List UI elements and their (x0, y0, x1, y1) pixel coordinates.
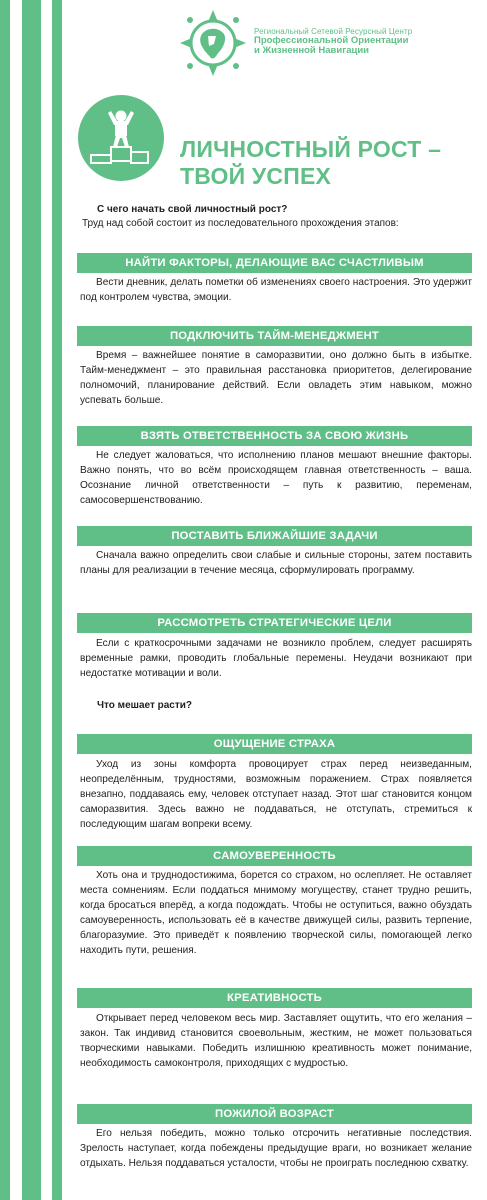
page-title-line2: ТВОЙ УСПЕХ (180, 163, 332, 189)
step-2-text: Время – важнейшее понятие в саморазвитии, оно должно быть в избытке. Тайм-менеджмент – это правильная расстановка приоритетов, делегирование полномочий, планирование действий. Если овладеть этим навыком, можно успевать больше. (80, 350, 472, 406)
decor-stripe-left (0, 0, 10, 1200)
obstacle-4-heading: ПОЖИЛОЙ ВОЗРАСТ (77, 1104, 472, 1124)
organization-name (254, 28, 412, 56)
obstacle-2-text: Хоть она и труднодостижима, борется со страхом, но ослепляет. Не оставляет места сомнениям. Если поддаться мнимому могуществу, станет трудно решить, когда бросаться вперёд, а когда подождать. Чтобы не оступиться, важно обуздать самоуверенность, использовать её в качестве движущей силы, развить терпение, благоразумие. Это приведёт к появлению творческой силы, помогающей легко находить пути, решения. (80, 870, 472, 956)
obstacle-1-heading: ОЩУЩЕНИЕ СТРАХА (77, 734, 472, 754)
step-3-heading: ВЗЯТЬ ОТВЕТСТВЕННОСТЬ ЗА СВОЮ ЖИЗНЬ (77, 426, 472, 446)
step-3-text: Не следует жаловаться, что исполнению планов мешают внешние факторы. Важно понять, что во всём происходящем главная ответственность – ваша. Осознание личной ответственности – путь к развитию, переменам, самосовершенствованию. (80, 450, 472, 506)
organization-name-line3: и Жизненной Навигации (254, 45, 369, 57)
obstacle-1-text: Уход из зоны комфорта провоцирует страх перед неизведанным, неопределённым, трудностями, возможным поражением. Страх появляется внезапно, поддаваясь ему, человек отступает назад. Этот шаг становится концом саморазвития. Здесь важно не поддаваться, не отступать, стремиться к последующим шагам вопреки всему. (80, 759, 472, 830)
step-4-text: Сначала важно определить свои слабые и сильные стороны, затем поставить планы для реализации в течение месяца, сформулировать программу. (80, 550, 472, 576)
step-1-text: Вести дневник, делать пометки об изменениях своего настроения. Это удержит под контролем чувства, эмоции. (80, 277, 472, 303)
decor-stripe-right (52, 0, 62, 1200)
step-1-heading: НАЙТИ ФАКТОРЫ, ДЕЛАЮЩИЕ ВАС СЧАСТЛИВЫМ (77, 253, 472, 273)
step-5-heading: РАССМОТРЕТЬ СТРАТЕГИЧЕСКИЕ ЦЕЛИ (77, 613, 472, 633)
obstacle-3-text: Открывает перед человеком весь мир. Заставляет ощутить, что его желания – закон. Так индивид становится своевольным, жестким, не может пользоваться творческими навыками. Победить излишнюю креативность может понимание, необходимость самоконтроля, приходящих с мудростью. (80, 1013, 472, 1069)
intro-question: С чего начать свой личностный рост? (97, 204, 288, 215)
page-title-line1: ЛИЧНОСТНЫЙ РОСТ – (180, 136, 442, 162)
organization-logo-icon (178, 8, 248, 78)
page-title (180, 136, 441, 190)
organization-name-line1: Региональный Сетевой Ресурсный Центр (254, 27, 413, 36)
hero-circle (78, 95, 164, 181)
intro-text: Труд над собой состоит из последовательного прохождения этапов: (82, 218, 399, 229)
step-2-heading: ПОДКЛЮЧИТЬ ТАЙМ-МЕНЕДЖМЕНТ (77, 326, 472, 346)
step-4-heading: ПОСТАВИТЬ БЛИЖАЙШИЕ ЗАДАЧИ (77, 526, 472, 546)
organization-name-line2: Профессиональной Ориентации (254, 35, 409, 47)
person-on-podium-icon (78, 95, 164, 181)
obstacle-3-heading: КРЕАТИВНОСТЬ (77, 988, 472, 1008)
decor-stripe-middle (22, 0, 41, 1200)
obstacles-question: Что мешает расти? (97, 700, 193, 711)
step-5-text: Если с краткосрочными задачами не возникло проблем, следует расширять временные рамки, проводить глобальные перемены. Неудачи возникают при недостатке мотивации и воли. (80, 638, 472, 679)
obstacle-2-heading: САМОУВЕРЕННОСТЬ (77, 846, 472, 866)
obstacle-4-text: Его нельзя победить, можно только отсрочить негативные последствия. Зрелость наступает, когда побеждены предыдущие враги, но возникает желание отдыхать. Нельзя поддаваться усталости, чтобы не проиграть последнюю схватку. (80, 1128, 472, 1169)
